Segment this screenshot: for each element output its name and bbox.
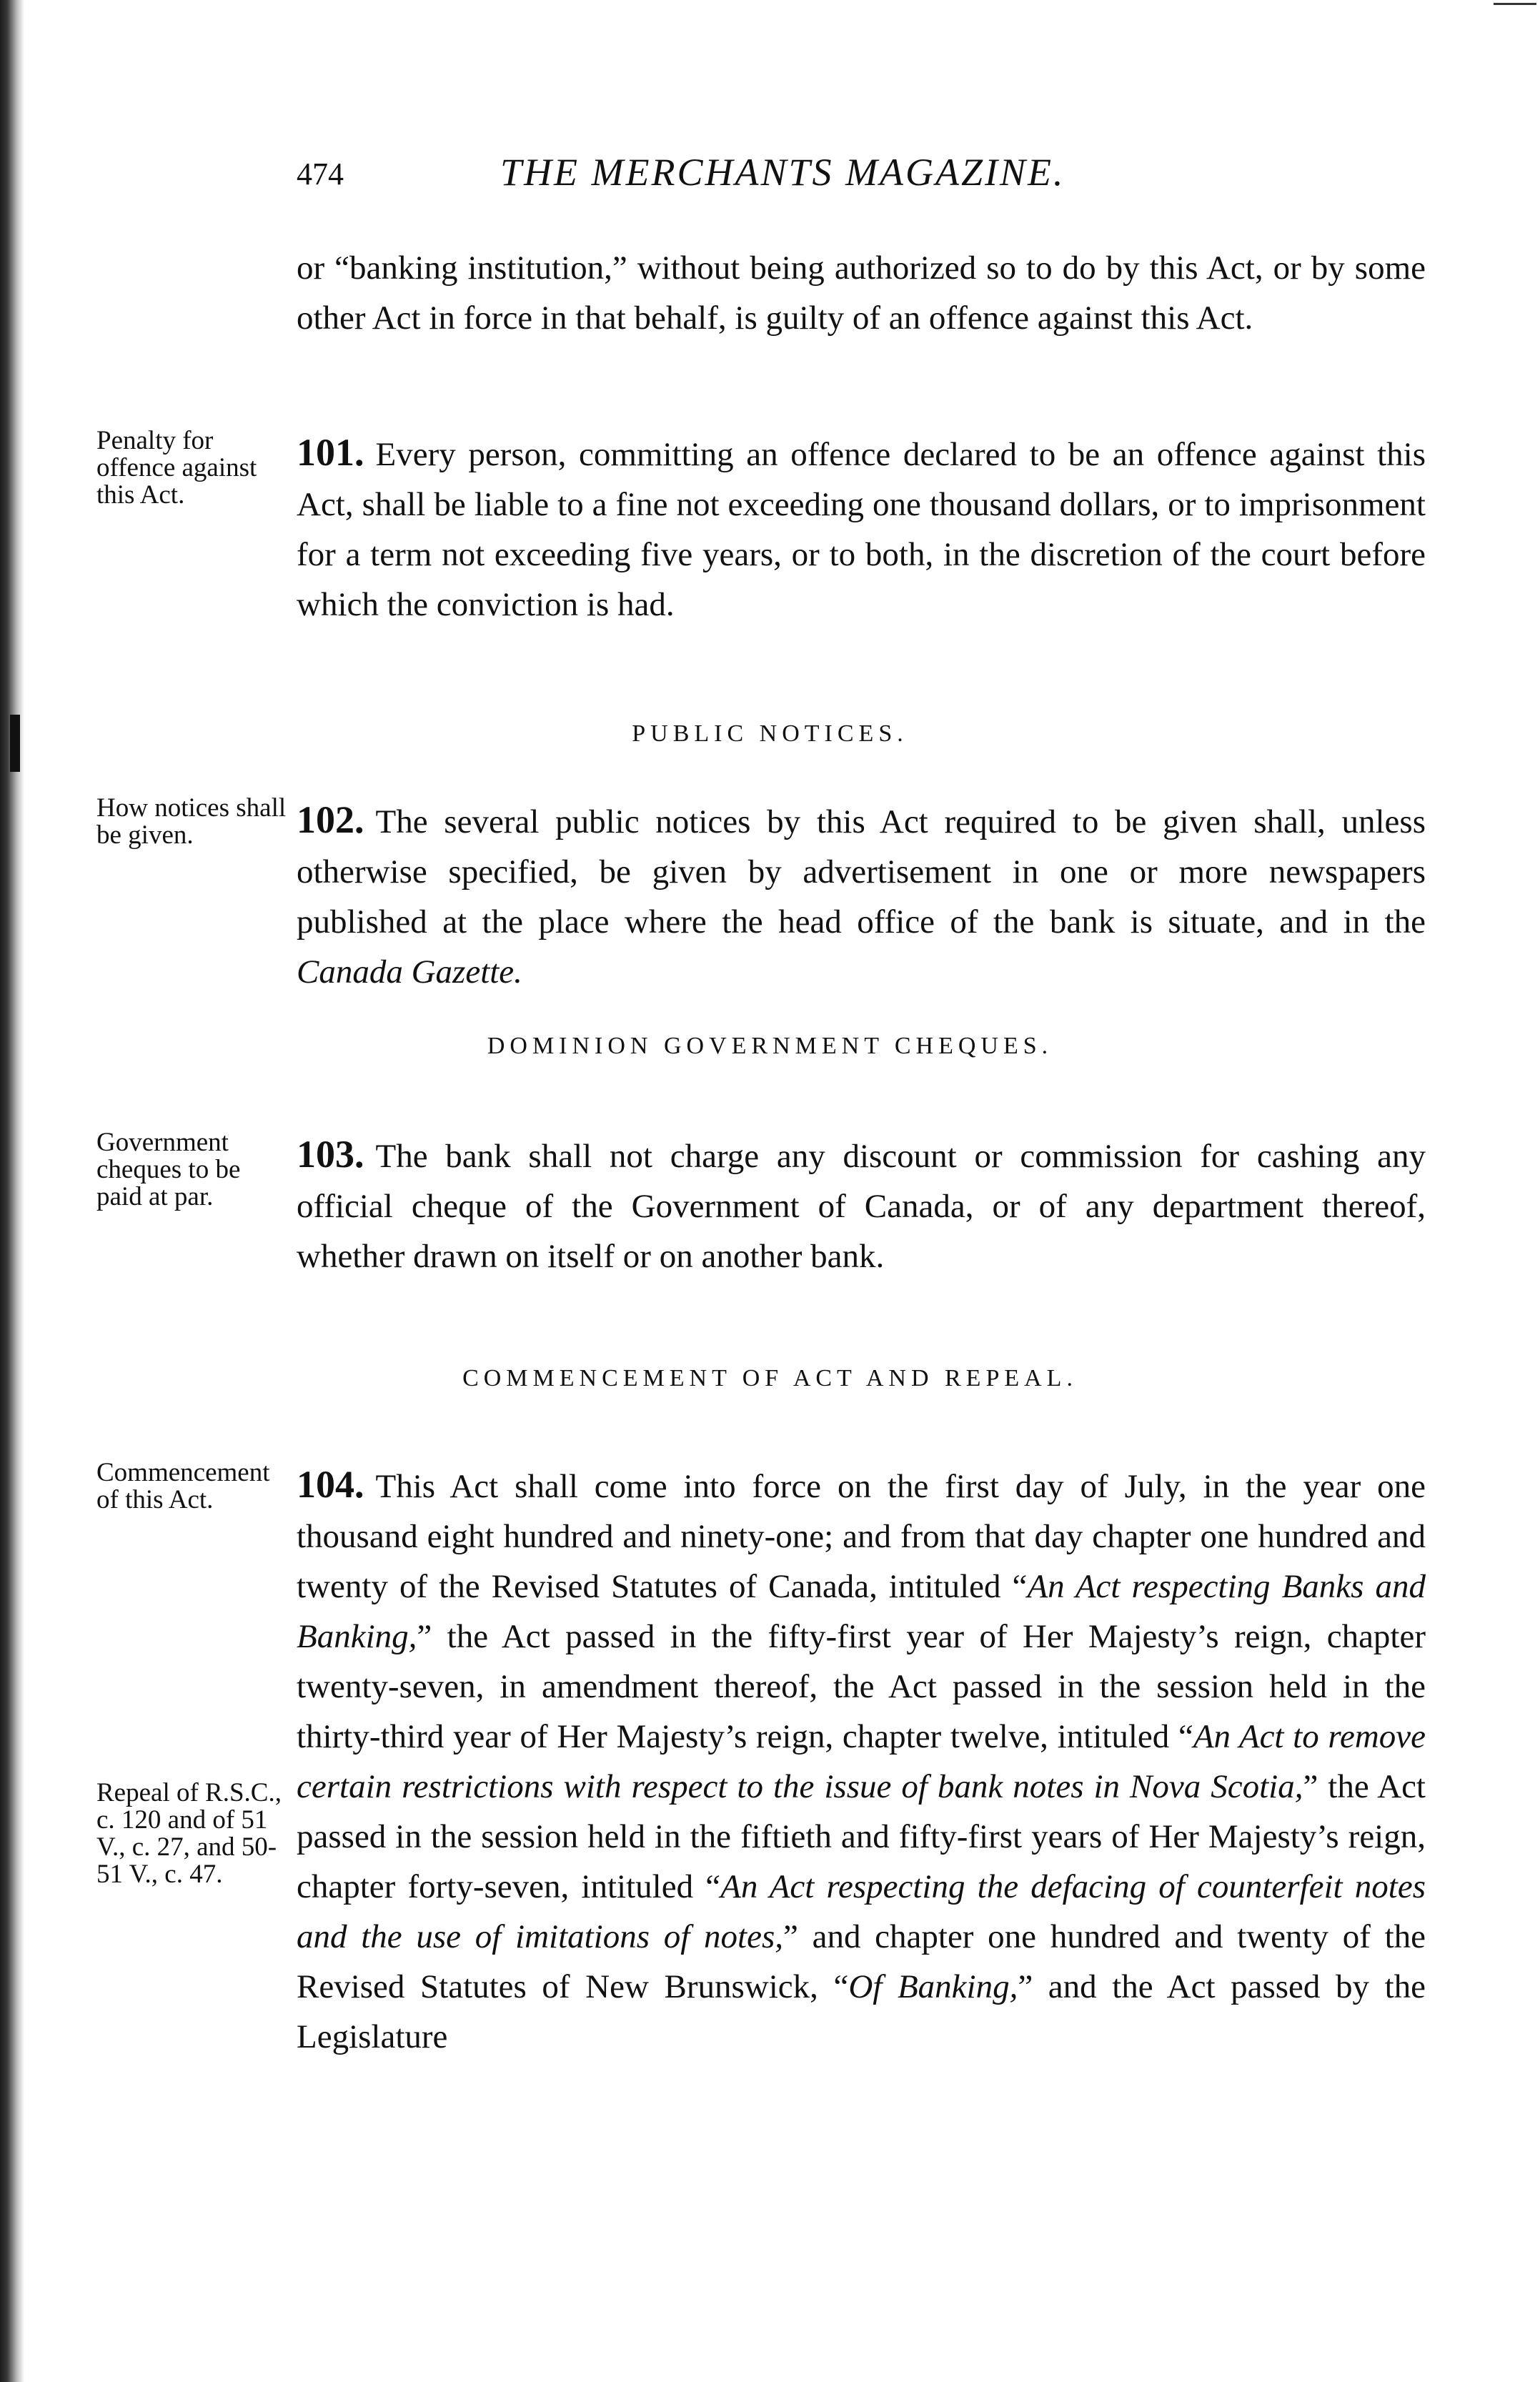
section-text-101: Every person, committing an offence declared to be an offence against this Act, shall be liable to a fine not exceeding one thousand dollars, or to imprisonment for a term not exceeding five years, or to both, in the discretion of the court before which the conviction is had.: [297, 436, 1426, 623]
section-number-101: 101.: [297, 431, 364, 474]
section-103: [297, 1129, 1426, 1281]
section-102: [297, 795, 1426, 997]
section-text-104-d: ” and chapter one hundred and twenty of the Revised Statutes of New Brunswick, “: [297, 1918, 1426, 2005]
intro-text: or “banking institution,” without being authorized so to do by this Act, or by some other Act in force in that behalf, is guilty of an offence against this Act.: [297, 249, 1426, 337]
heading-commencement: COMMENCEMENT OF ACT AND REPEAL.: [462, 1365, 1078, 1391]
heading-public-notices: PUBLIC NOTICES.: [632, 720, 908, 747]
section-104: [297, 1459, 1426, 2062]
section-text-103: The bank shall not charge any discount or commission for cashing any official cheque of the Government of Canada, or of any department thereof, whether drawn on itself or on another bank.: [297, 1138, 1426, 1275]
margin-note-102: How notices shall be given.: [96, 793, 287, 850]
act-title-counterfeit: An Act respecting the defacing of counterfeit notes and the use of imitations of notes,: [297, 1868, 1426, 1955]
heading-dominion-cheques: DOMINION GOVERNMENT CHEQUES.: [487, 1033, 1053, 1059]
section-text-104-c: ” the Act passed in the session held in the fiftieth and fifty-first years of Her Majesty’s reign, chapter forty-seven, intituled “: [297, 1768, 1426, 1905]
scan-artifact-rule: [1494, 3, 1536, 5]
margin-note-101: Penalty for offence against this Act.: [96, 426, 257, 510]
section-101: [297, 427, 1426, 630]
canada-gazette: Canada Gazette.: [297, 953, 522, 991]
act-title-nova-scotia: An Act to remove certain restrictions with respect to the issue of bank notes in Nova Scotia,: [297, 1718, 1426, 1805]
section-text-104-b: ” the Act passed in the fifty-first year of Her Majesty’s reign, chapter twenty-seven, in amendment thereof, the Act passed in the session held in the thirty-third year of Her Majesty’s reign, chapter twelve, intituled “: [297, 1618, 1426, 1755]
page-header: [0, 143, 1540, 207]
page-number: 474: [297, 157, 344, 192]
section-text-102: The several public notices by this Act required to be given shall, unless otherwise specified, be given by advertisement in one or more newspapers published at the place where the head office of the bank is situate, and in the: [297, 803, 1426, 941]
act-title-of-banking: Of Banking,: [848, 1968, 1018, 2005]
act-title-banks: An Act respecting Banks and Banking,: [297, 1568, 1426, 1655]
section-text-104-a: This Act shall come into force on the first day of July, in the year one thousand eight hundred and ninety-one; and from that day chapter one hundred and twenty of the Revised Statutes of Canada, intituled “: [297, 1468, 1426, 1605]
running-title: THE MERCHANTS MAGAZINE.: [500, 151, 1065, 194]
section-number-103: 103.: [297, 1133, 364, 1176]
margin-note-103: Government cheques to be paid at par.: [96, 1128, 241, 1211]
section-number-104: 104.: [297, 1463, 364, 1506]
section-text-104-e: ” and the Act passed by the Legislature: [297, 1968, 1426, 2055]
page-binding-edge: [0, 0, 24, 2382]
margin-note-104-commencement: Commencement of this Act.: [96, 1458, 270, 1514]
intro-paragraph: [297, 243, 1426, 343]
margin-note-104-repeal: Repeal of R.S.C., c. 120 and of 51 V., c. 27, and 50-51 V., c. 47.: [96, 1778, 282, 1889]
section-number-102: 102.: [297, 798, 364, 841]
